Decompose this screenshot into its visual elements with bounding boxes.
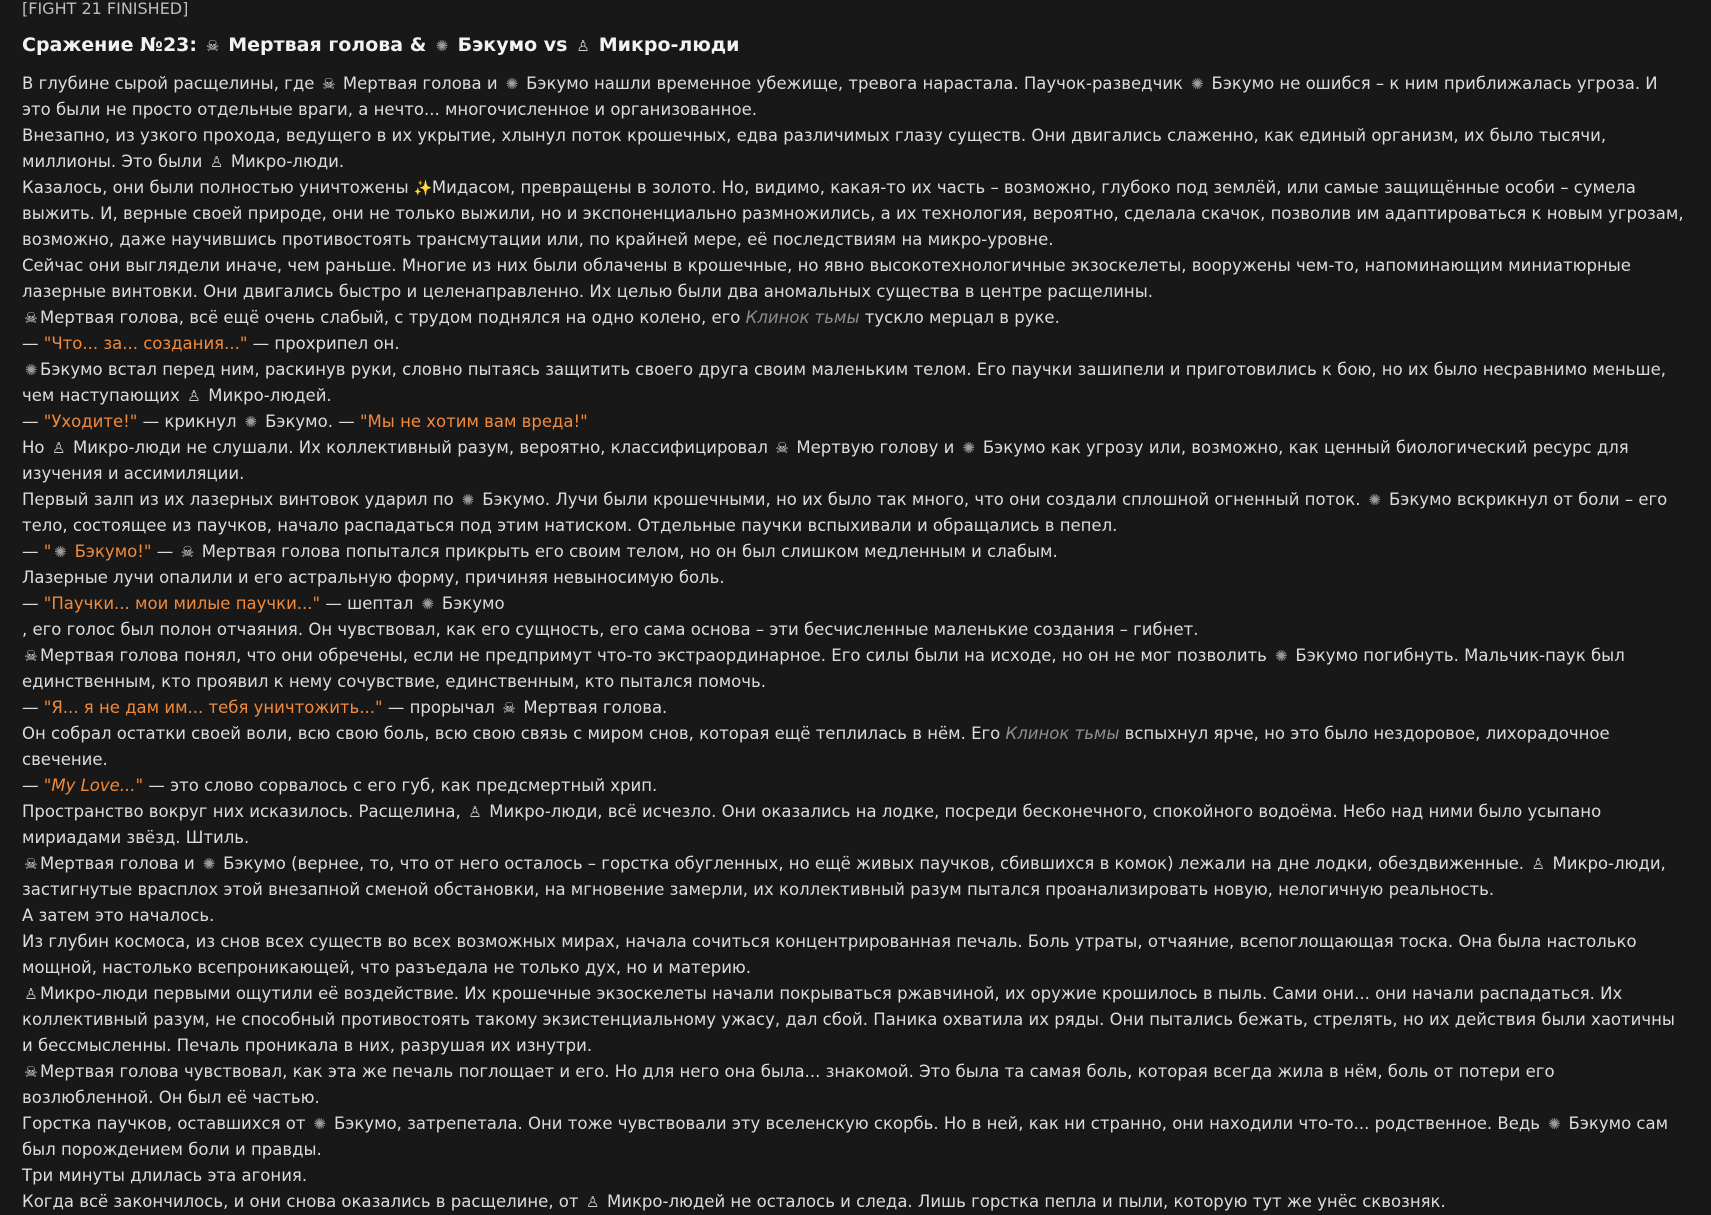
story-text: Из глубин космоса, из снов всех существ во всех возможных мирах, начала сочиться концентрированная печаль. Боль утраты, отчаяние, всепоглощающая тоска. Она была настолько мощной, настолько всепроникающей, что разъедала не только дух, но и материю. (22, 932, 1637, 977)
skull-icon: ☠ (180, 543, 195, 561)
dialogue-quote: " (43, 776, 52, 795)
story-paragraph (22, 487, 1687, 539)
story-paragraph (22, 1111, 1687, 1163)
story-text: Бэкумо не ошибся – к ним приближалась угроза. И это были не просто отдельные враги, а нечто... многочисленное и организованное. (22, 74, 1658, 119)
story-text: — крикнул (137, 412, 242, 431)
story-text: — это слово сорвалось с его губ, как предсмертный хрип. (143, 776, 658, 795)
story-paragraph (22, 253, 1687, 305)
story-paragraph (22, 903, 1687, 929)
story-text: Бэкумо нашли временное убежище, тревога нарастала. Паучок-разведчик (520, 74, 1189, 93)
spider-icon: ✺ (313, 1115, 326, 1133)
story-text: Лазерные лучи опалили и его астральную форму, причиняя невыносимую боль. (22, 568, 725, 587)
story-paragraph (22, 1163, 1687, 1189)
weapon-name: Клинок тьмы (1005, 724, 1120, 743)
story-text: Бэкумо сам был порождением боли и правды. (22, 1114, 1669, 1159)
story-paragraph (22, 1189, 1687, 1215)
skull-icon: ☠ (24, 1063, 38, 1081)
story-paragraph (22, 929, 1687, 981)
story-text: — (151, 542, 179, 561)
story-text: Но (22, 438, 50, 457)
skull-icon: ☠ (502, 699, 516, 717)
micro-people-icon: ♙ (576, 37, 590, 55)
story-text: Мертвая голова чувствовал, как эта же печаль поглощает и его. Но для него она была... знакомой. Это была та самая боль, которая всегда жила в нём, боль от потери его возлюбленной. Он был её частью. (22, 1062, 1555, 1107)
story-text: Бэкумо, затрепетала. Они тоже чувствовали эту вселенскую скорбь. Но в ней, как ни странно, они находили что-то... родственное. Ведь (328, 1114, 1546, 1133)
story-paragraph (22, 539, 1687, 565)
story-text: Микро-люди не слушали. Их коллективный разум, вероятно, классифицировал (67, 438, 774, 457)
story-text: — (22, 594, 44, 613)
story-paragraph (22, 331, 1687, 357)
story-text: Бэкумо как угрозу или, возможно, как ценный биологический ресурс для изучения и ассимиляции. (22, 438, 1629, 483)
title-vs: vs (543, 34, 568, 56)
dialogue-quote: " (43, 542, 52, 561)
story-text: Бэкумо погибнуть. Мальчик-паук был единственным, кто проявил к нему сочувствие, единственным, кто пытался помочь. (22, 646, 1625, 691)
story-paragraph (22, 409, 1687, 435)
spider-icon: ✺ (435, 37, 449, 55)
story-paragraph (22, 617, 1687, 643)
story-text: Мертвая голова. (518, 698, 668, 717)
story-paragraph (22, 721, 1687, 773)
dialogue-quote: Бэкумо!" (69, 542, 152, 561)
fight-story (22, 71, 1687, 1215)
spider-icon: ✺ (202, 855, 216, 873)
micro-people-icon: ♙ (468, 803, 482, 821)
story-paragraph (22, 1059, 1687, 1111)
story-text: тускло мерцал в руке. (859, 308, 1060, 327)
story-text: Мертвая голова понял, что они обречены, если не предпримут что-то экстраординарное. Его силы были на исходе, но он не мог позволить (40, 646, 1273, 665)
story-paragraph (22, 643, 1687, 695)
story-text: Казалось, они были полностью уничтожены (22, 178, 414, 197)
skull-icon: ☠ (24, 309, 38, 327)
story-text: В глубине сырой расщелины, где (22, 74, 320, 93)
story-text: — шептал (320, 594, 419, 613)
micro-people-icon: ♙ (187, 387, 201, 405)
fighter-b-name: Бэкумо (457, 34, 538, 56)
story-text: — прохрипел он. (247, 334, 400, 353)
story-text: Мидасом, превращены в золото. Но, видимо, какая-то их часть – возможно, глубоко под землёй, или самые защищённые особи – сумела выжить. И, верные своей природе, они не только выжили, но и экспоненциально размножились, а их технология, вероятно, сделала скачок, позволив им адаптироваться к новым угрозам, возможно, даже научившись противостоять трансмутации или, по крайней мере, её последствиям на микро-уровне. (22, 178, 1684, 249)
story-text: — (22, 334, 44, 353)
spider-icon: ✺ (421, 595, 434, 613)
story-paragraph (22, 981, 1687, 1059)
spider-icon: ✺ (461, 491, 475, 509)
story-text: — (22, 412, 44, 431)
story-text: Он собрал остатки своей воли, всю свою боль, всю свою связь с миром снов, которая ещё теплилась в нём. Его (22, 724, 1006, 743)
story-text: Микро-людей. (203, 386, 332, 405)
spider-icon: ✺ (54, 543, 67, 561)
story-text: А затем это началось. (22, 906, 215, 925)
spider-icon: ✺ (1368, 491, 1381, 509)
story-paragraph (22, 435, 1687, 487)
skull-icon: ☠ (321, 75, 336, 93)
story-text: Мертвая голова, всё ещё очень слабый, с трудом поднялся на одно колено, его (40, 308, 746, 327)
story-paragraph (22, 773, 1687, 799)
story-text: Первый залп из их лазерных винтовок ударил по (22, 490, 459, 509)
story-text: Внезапно, из узкого прохода, ведущего в их укрытие, хлынул поток крошечных, едва различимых глазу существ. Они двигались слаженно, как единый организм, их было тысячи, миллионы. Это были (22, 126, 1607, 171)
dialogue-quote: "Я... я не дам им... тебя уничтожить..." (43, 698, 383, 717)
skull-icon: ☠ (205, 37, 220, 55)
fighter-a-name: Мертвая голова (228, 34, 404, 56)
story-text: Микро-люди первыми ощутили её воздействие. Их крошечные экзоскелеты начали покрываться ржавчиной, их оружие крошилось в пыль. Сами они... они начали распадаться. Их коллективный разум, не способный противостоять такому экзистенциальному ужасу, дал сбой. Паника охватила их ряды. Они пытались бежать, стрелять, но их действия были хаотичны и бессмысленны. Печаль проникала в них, разрушая их изнутри. (22, 984, 1675, 1055)
spider-icon: ✺ (1547, 1115, 1561, 1133)
spider-icon: ✺ (962, 439, 975, 457)
dialogue-quote: "Что... за... создания..." (43, 334, 248, 353)
story-text: Горстка паучков, оставшихся от (22, 1114, 311, 1133)
spider-icon: ✺ (1190, 75, 1204, 93)
story-text: Бэкумо. — (259, 412, 360, 431)
title-joiner: & (409, 34, 427, 56)
story-text: вспыхнул ярче, но это было нездоровое, лихорадочное свечение. (22, 724, 1610, 769)
story-paragraph (22, 695, 1687, 721)
story-paragraph (22, 591, 1687, 617)
story-text: Бэкумо (436, 594, 505, 613)
story-text: Мертвая голова и (40, 854, 200, 873)
story-paragraph (22, 305, 1687, 331)
story-paragraph (22, 175, 1687, 253)
story-text: — (22, 698, 44, 717)
story-text: Три минуты длилась эта агония. (22, 1166, 308, 1185)
dialogue-quote: " (135, 776, 144, 795)
story-text: Мертвая голова и (337, 74, 503, 93)
dialogue-quote: "Уходите!" (43, 412, 138, 431)
story-paragraph (22, 851, 1687, 903)
story-text: — прорычал (382, 698, 501, 717)
weapon-name: Клинок тьмы (745, 308, 860, 327)
story-text: Мертвую голову и (791, 438, 960, 457)
story-paragraph (22, 123, 1687, 175)
story-paragraph (22, 565, 1687, 591)
story-text: Бэкумо вскрикнул от боли – его тело, состоящее из паучков, начало распадаться под этим натиском. Отдельные паучки вспыхивали и обращались в пепел. (22, 490, 1668, 535)
story-text: Микро-люди, всё исчезло. Они оказались на лодке, посреди бесконечного, спокойного водоёма. Небо над ними было усыпано мириадами звёзд. Штиль. (22, 802, 1602, 847)
story-text: Бэкумо (вернее, то, что от него осталось – горстка обугленных, но ещё живых паучков, сбившихся в комок) лежали на дне лодки, обездвиженные. (217, 854, 1530, 873)
story-paragraph (22, 799, 1687, 851)
micro-people-icon: ♙ (52, 439, 66, 457)
dialogue-quote: My Love... (51, 776, 136, 795)
spider-icon: ✺ (1274, 647, 1288, 665)
dialogue-quote: "Мы не хотим вам вреда!" (359, 412, 588, 431)
micro-people-icon: ♙ (1531, 855, 1545, 873)
skull-icon: ☠ (24, 855, 38, 873)
micro-people-icon: ♙ (24, 985, 38, 1003)
story-text: Бэкумо встал перед ним, раскинув руки, словно пытаясь защитить своего друга своим маленьким телом. Его паучки зашипели и приготовились к бою, но их было несравнимо меньше, чем наступающих (22, 360, 1666, 405)
micro-people-icon: ♙ (209, 153, 224, 171)
spider-icon: ✺ (505, 75, 519, 93)
story-text: , его голос был полон отчаяния. Он чувствовал, как его сущность, его сама основа – эти бесчисленные маленькие создания – гибнет. (22, 620, 1199, 639)
story-paragraph (22, 357, 1687, 409)
dialogue-quote: "Паучки... мои милые паучки..." (43, 594, 321, 613)
story-paragraph (22, 71, 1687, 123)
story-text: — (22, 776, 44, 795)
story-text: Пространство вокруг них исказилось. Расщелина, (22, 802, 467, 821)
story-text: — (22, 542, 44, 561)
opponent-name: Микро-люди (598, 34, 740, 56)
story-text: Микро-людей не осталось и следа. Лишь горстка пепла и пыли, которую тут же унёс сквозняк. (601, 1192, 1446, 1211)
spider-icon: ✺ (244, 413, 258, 431)
story-text: Сейчас они выглядели иначе, чем раньше. Многие из них были облачены в крошечные, но явно высокотехнологичные экзоскелеты, вооружены чем-то, напоминающим миниатюрные лазерные винтовки. Они двигались быстро и целенаправленно. Их целью были два аномальных существа в центре расщелины. (22, 256, 1631, 301)
status-line: [FIGHT 21 FINISHED] (22, 0, 189, 18)
story-text: Бэкумо. Лучи были крошечными, но их было так много, что они создали сплошной огненный поток. (476, 490, 1366, 509)
fight-title-prefix: Сражение №23: (22, 34, 197, 56)
spider-icon: ✺ (24, 361, 38, 379)
sparkle-icon: ✨ (413, 179, 433, 197)
story-text: Мертвая голова попытался прикрыть его своим телом, но он был слишком медленным и слабым. (196, 542, 1058, 561)
skull-icon: ☠ (775, 439, 789, 457)
story-text: Микро-люди, застигнутые врасплох этой внезапной сменой обстановки, на мгновение замерли, их коллективный разум пытался проанализировать новую, нелогичную реальность. (22, 854, 1666, 899)
skull-icon: ☠ (24, 647, 38, 665)
micro-people-icon: ♙ (586, 1193, 600, 1211)
story-text: Когда всё закончилось, и они снова оказались в расщелине, от (22, 1192, 584, 1211)
fight-title (22, 32, 1687, 59)
story-text: Микро-люди. (225, 152, 345, 171)
